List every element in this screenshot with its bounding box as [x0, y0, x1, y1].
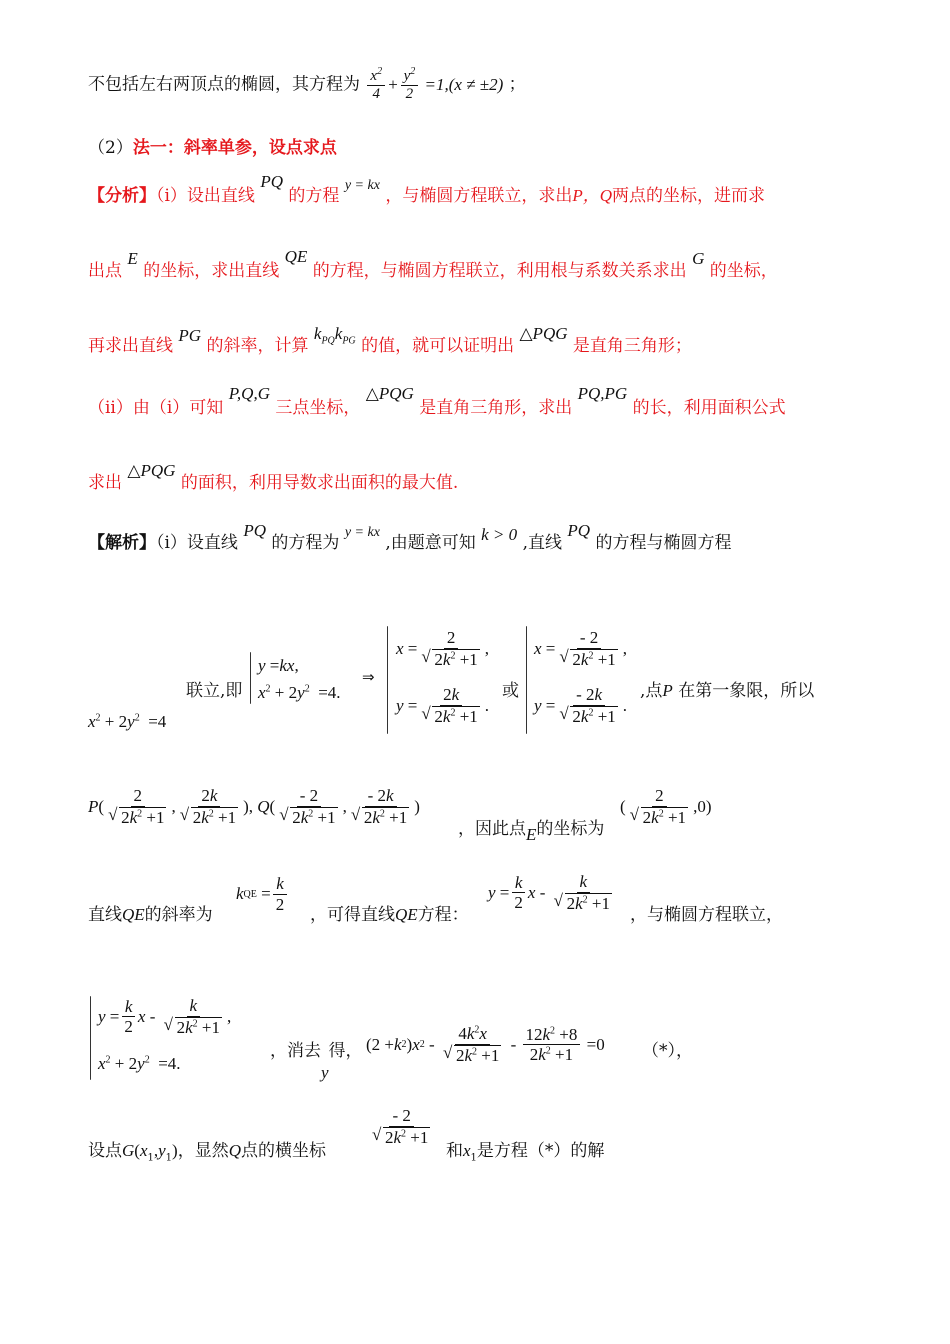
- root-y-positive: y = 2k √ $2k^2 +1$ .: [396, 685, 489, 726]
- ellipse-equation: $\frac{x^2}{4}$ + $\frac{y^2}{2}$ =1,( x ≠ ±2): [365, 66, 503, 104]
- system-brace-2: [90, 996, 91, 1080]
- math-pq-pg: PQ,PG: [577, 384, 628, 403]
- solution-text: ,由题意可知: [385, 533, 476, 553]
- star-label: （*），: [642, 1041, 693, 1061]
- solution-text: 的方程为: [271, 533, 340, 553]
- math-e: E: [127, 249, 138, 268]
- analysis-text: 是直角三角形；: [572, 336, 692, 356]
- analysis-line-2: [88, 247, 778, 281]
- system-eq-2: $x^2 + 2y^2 =4$.: [258, 683, 341, 702]
- analysis-text: 的方程，与椭圆方程联立，利用根与系数关系求出: [312, 261, 687, 281]
- conclusion-text: 不包括左右两顶点的椭圆，其方程为: [88, 74, 360, 95]
- solution-tag: 【解析】: [88, 533, 156, 553]
- solution-brace-2: [526, 626, 527, 734]
- analysis-text: 三点坐标，: [275, 398, 361, 418]
- analysis-text: 求出: [88, 473, 122, 493]
- semicolon: ；: [508, 74, 526, 95]
- ellipse-equation-2: $x^2 + 2y^2 =4$: [88, 712, 167, 731]
- math-triangle: △PQG: [519, 324, 568, 343]
- solution-brace-1: [387, 626, 388, 734]
- point-e-text: ，因此点E的坐标为: [458, 819, 605, 844]
- analysis-text: 的坐标，求出直线: [143, 261, 280, 281]
- math-ykx: y = kx: [344, 525, 380, 540]
- solution-line-2: [186, 676, 242, 701]
- qe-line-equation: y = $\frac{k}{2}$ x - k √ $2k^2 +1$: [488, 872, 617, 913]
- point-p-quadrant: ,点P 在第一象限，所以: [640, 681, 815, 701]
- system2-eq-1: y = $\frac{k}{2}$ x - k √ $2k^2 +1$ ,: [98, 996, 231, 1037]
- analysis-text: 再求出直线: [88, 336, 173, 356]
- solution-conclusion: 和$x_1$是方程（*）的解: [446, 1141, 605, 1164]
- math-pg: PG: [178, 326, 202, 345]
- analysis-text: （ii）由（i）可知: [88, 398, 224, 418]
- math-pqg-points: P,Q,G: [228, 384, 270, 403]
- solution-text: ,直线: [522, 533, 562, 553]
- math-triangle: △PQG: [365, 384, 414, 403]
- analysis-text: 两点的坐标，进而求: [612, 186, 765, 206]
- solution-line-1: [88, 521, 732, 553]
- root-y-negative: y = - 2k √ $2k^2 +1$ .: [534, 685, 627, 726]
- analysis-text: 的长，利用面积公式: [632, 398, 786, 418]
- math-pq: PQ: [243, 521, 267, 540]
- or-text: 或: [502, 681, 519, 701]
- analysis-line-5: [88, 461, 459, 493]
- math-pq: PQ: [567, 521, 591, 540]
- analysis-text: ，与椭圆方程联立，求出: [385, 186, 573, 206]
- analysis-text: 是直角三角形，求出: [419, 398, 573, 418]
- solution-text: ，与椭圆方程联立，: [630, 905, 783, 925]
- analysis-line-3: [88, 324, 692, 358]
- math-kpq-kpg: $k_{PQ}k_{PG}$: [313, 324, 356, 347]
- math-pq: PQ: [260, 172, 284, 191]
- system2-eq-2: $x^2 + 2y^2 =4$.: [98, 1054, 181, 1073]
- point-e-coordinate: ( 2 √ $2k^2 +1$ ,0): [620, 786, 711, 827]
- root-x-positive: x = 2 √ $2k^2 +1$ ,: [396, 628, 489, 669]
- implies-arrow: ⇒: [362, 670, 375, 686]
- quadratic-equation: (2 + k 2 ) x 2 - $4k^2x$ √ $2k^2 +1$ - $\frac{12k^2 +8}{2k^2 +1}$ =0: [366, 1024, 605, 1065]
- math-qe: QE: [284, 247, 308, 266]
- analysis-text: 的坐标，: [709, 261, 778, 281]
- analysis-text: 的斜率，计算: [206, 336, 309, 356]
- root-x-negative: x = - 2 √ $2k^2 +1$ ,: [534, 628, 627, 669]
- ellipse-conclusion-line: [88, 66, 526, 104]
- analysis-text: 出点: [88, 261, 122, 281]
- analysis-line-4: [88, 384, 786, 418]
- points-pq-coordinates: P ( 2 √ $2k^2 +1$ , 2k √ $2k^2 +1$ ), Q ( - 2 √ $2k^2 +1$ , - 2k √ $2k^2 +1$ ): [88, 786, 420, 827]
- qe-slope-formula: k QE = $\frac{k}{2}$: [236, 874, 289, 914]
- analysis-line-1: [88, 172, 765, 206]
- section-label: （2）: [88, 138, 133, 158]
- math-pq-pair: P，Q: [572, 186, 612, 205]
- analysis-text: 的值，就可以证明出: [361, 336, 515, 356]
- math-k-positive: k > 0: [481, 525, 518, 544]
- section-title: 法一：斜率单参，设点求点: [132, 138, 337, 158]
- math-triangle: △PQG: [127, 461, 176, 480]
- section-2-heading: [88, 133, 337, 158]
- analysis-tag: 【分析】: [88, 186, 156, 206]
- math-g: G: [692, 249, 705, 268]
- solution-text: 的方程与椭圆方程: [595, 533, 732, 553]
- system-eq-1: y =kx,: [258, 656, 299, 675]
- math-ykx: y = kx: [344, 178, 380, 193]
- analysis-text: 的方程: [288, 186, 340, 206]
- analysis-text: （i）设出直线: [156, 186, 255, 206]
- solution-text: 联立,即: [186, 681, 243, 701]
- q-x-coordinate: - 2 √ $2k^2 +1$: [368, 1106, 435, 1147]
- system-brace: [250, 652, 251, 704]
- eliminate-y-text: ，消去y得，: [270, 1041, 363, 1082]
- point-g-text: 设点$G(x_1,y_1)$，显然Q点的横坐标: [88, 1141, 326, 1164]
- qe-slope-text: 直线QE的斜率为: [88, 905, 213, 925]
- solution-text: （i）设直线: [156, 533, 238, 553]
- qe-equation-text: ，可得直线QE方程：: [310, 905, 469, 925]
- analysis-text: 的面积，利用导数求出面积的最大值.: [180, 473, 459, 493]
